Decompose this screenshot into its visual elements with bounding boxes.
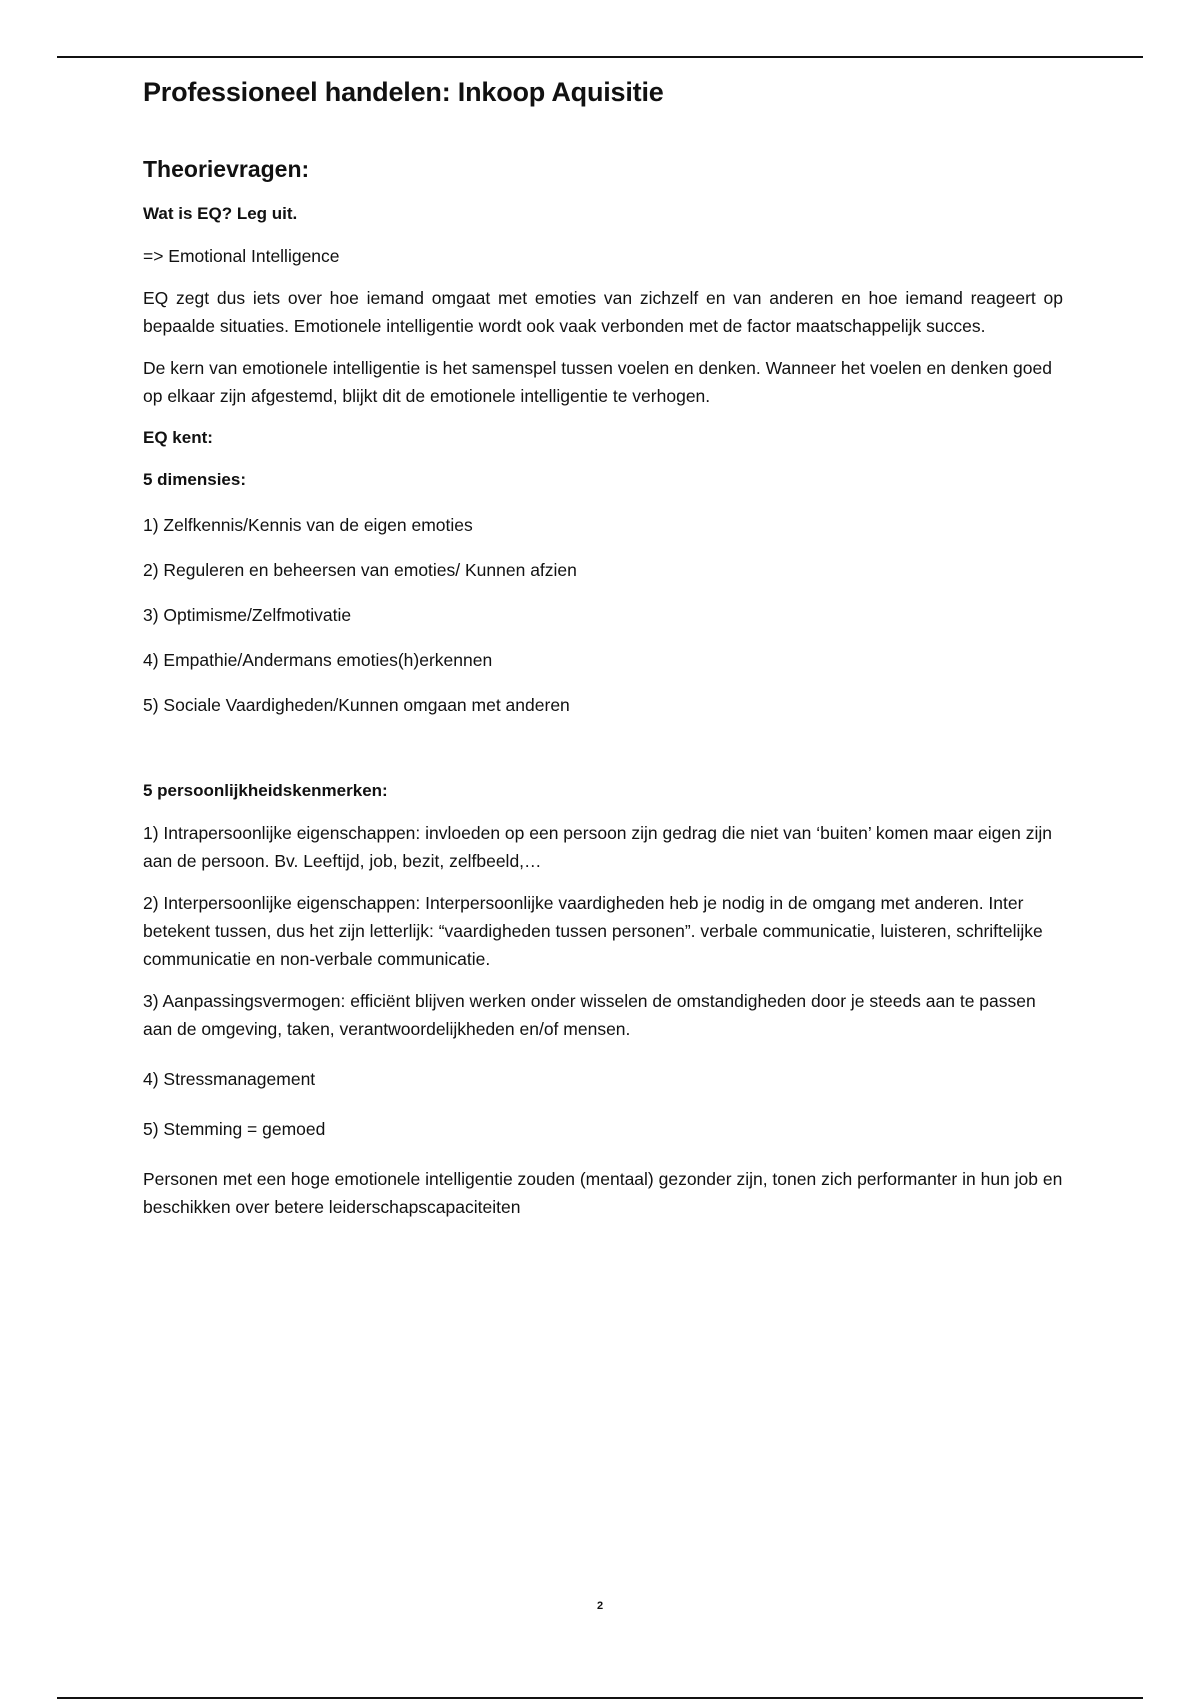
page-number: 2 — [596, 1600, 604, 1612]
top-rule — [57, 56, 1143, 58]
traits-heading: 5 persoonlijkheidskenmerken: — [143, 781, 388, 800]
trait-item: 5) Stemming = gemoed — [143, 1119, 326, 1139]
paragraph-eq-core: De kern van emotionele intelligentie is het samenspel tussen voelen en denken. Wanneer het voelen en denken goed op elkaar zijn afgestemd, blijkt dit de emotionele intelligentie te verhogen. — [143, 358, 1052, 406]
dimension-item: 2) Reguleren en beheersen van emoties/ Kunnen afzien — [143, 560, 577, 580]
trait-item: 1) Intrapersoonlijke eigenschappen: invloeden op een persoon zijn gedrag die niet van ‘buiten’ komen maar eigen zijn aan de persoon. Bv. Leeftijd, job, bezit, zelfbeeld,… — [143, 823, 1052, 871]
question-heading: Wat is EQ? Leg uit. — [143, 204, 298, 223]
conclusion-paragraph: Personen met een hoge emotionele intelligentie zouden (mentaal) gezonder zijn, tonen zich performanter in hun job en beschikken over betere leiderschapscapaciteiten — [143, 1169, 1063, 1217]
bottom-rule — [57, 1697, 1143, 1699]
definition-line: => Emotional Intelligence — [143, 246, 340, 266]
dimension-item: 4) Empathie/Andermans emoties(h)erkennen — [143, 650, 493, 670]
dimension-item: 5) Sociale Vaardigheden/Kunnen omgaan met anderen — [143, 695, 570, 715]
trait-item: 3) Aanpassingsvermogen: efficiënt blijven werken onder wisselen de omstandigheden door je steeds aan te passen aan de omgeving, taken, verantwoordelijkheden en/of mensen. — [143, 991, 1036, 1039]
page-content — [143, 72, 1063, 1221]
paragraph-eq-explanation: EQ zegt dus iets over hoe iemand omgaat met emoties van zichzelf en van anderen en hoe iemand reageert op bepaalde situaties. Emotionele intelligentie wordt ook vaak verbonden met de factor maatschappelijk succes. — [143, 288, 1063, 336]
trait-item: 4) Stressmanagement — [143, 1069, 316, 1089]
trait-item: 2) Interpersoonlijke eigenschappen: Interpersoonlijke vaardigheden heb je nodig in de omgang met anderen. Inter betekent tussen, dus het zijn letterlijk: “vaardigheden tussen personen”. verbale communicatie, luisteren, schriftelijke communicatie en non-verbale communicatie. — [143, 893, 1043, 969]
dimension-item: 3) Optimisme/Zelfmotivatie — [143, 605, 352, 625]
dimension-item: 1) Zelfkennis/Kennis van de eigen emoties — [143, 515, 473, 535]
section-heading: Theorievragen: — [143, 156, 310, 182]
eq-kent-heading: EQ kent: — [143, 428, 213, 447]
dimensions-heading: 5 dimensies: — [143, 470, 246, 489]
document-title: Professioneel handelen: Inkoop Aquisitie — [143, 77, 664, 107]
